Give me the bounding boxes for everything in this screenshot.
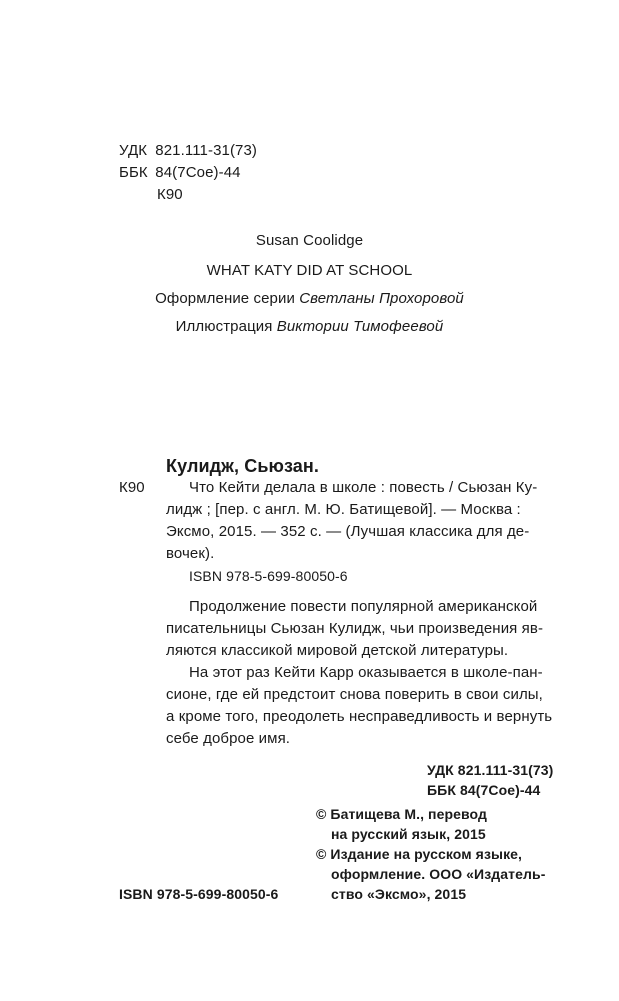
copyright-line-5: ство «Эксмо», 2015 xyxy=(331,886,467,902)
catalog-mark: К90 xyxy=(119,479,145,496)
series-design-name: Светланы Прохоровой xyxy=(299,290,464,307)
annotation-line-1: Продолжение повести популярной американской xyxy=(189,598,538,615)
author-mark-top: К90 xyxy=(157,186,183,203)
bottom-udk-code: УДК 821.111-31(73) xyxy=(427,762,554,778)
udk-code-line xyxy=(119,140,257,162)
annotation-line-2: писательницы Сьюзан Кулидж, чьи произведения яв- xyxy=(166,620,544,637)
illustration-credit xyxy=(0,316,619,338)
annotation-line-7: себе доброе имя. xyxy=(166,730,291,747)
original-author: Susan Coolidge xyxy=(255,232,364,249)
catalog-description-line-2: лидж ; [пер. с англ. М. Ю. Батищевой]. — Москва : xyxy=(166,501,521,518)
annotation-line-6: а кроме того, преодолеть несправедливость и вернуть xyxy=(166,708,553,725)
copyright-line-2: на русский язык, 2015 xyxy=(331,826,486,842)
original-title: WHAT KATY DID AT SCHOOL xyxy=(206,262,413,279)
catalog-isbn: ISBN 978-5-699-80050-6 xyxy=(189,568,348,584)
bottom-isbn: ISBN 978-5-699-80050-6 xyxy=(119,886,279,902)
copyright-line-4: оформление. ООО «Издатель- xyxy=(331,866,546,882)
copyright-line-1: © Батищева М., перевод xyxy=(316,806,487,822)
illustration-name: Виктории Тимофеевой xyxy=(276,318,444,335)
annotation-line-5: сионе, где ей предстоит снова поверить в свои силы, xyxy=(166,686,543,703)
bbk-code-line xyxy=(119,162,241,184)
annotation-line-3: ляются классикой мировой детской литературы. xyxy=(166,642,509,659)
catalog-description-line-4: вочек). xyxy=(166,545,215,562)
bbk-value: 84(7Сое)-44 xyxy=(155,164,241,181)
bbk-label: ББК xyxy=(119,164,148,181)
copyright-line-3: © Издание на русском языке, xyxy=(316,846,523,862)
udk-value: 821.111-31(73) xyxy=(155,142,258,159)
annotation-line-4: На этот раз Кейти Карр оказывается в школе-пан- xyxy=(189,664,543,681)
series-design-credit xyxy=(0,288,619,310)
series-design-prefix: Оформление серии xyxy=(155,290,300,307)
catalog-heading: Кулидж, Сьюзан. xyxy=(166,456,319,476)
catalog-description-line-1: Что Кейти делала в школе : повесть / Сьюзан Ку- xyxy=(189,479,538,496)
catalog-description-line-3: Эксмо, 2015. — 352 с. — (Лучшая классика для де- xyxy=(166,523,530,540)
bottom-bbk-code: ББК 84(7Сое)-44 xyxy=(427,782,541,798)
illustration-prefix: Иллюстрация xyxy=(175,318,277,335)
udk-label: УДК xyxy=(119,142,148,159)
